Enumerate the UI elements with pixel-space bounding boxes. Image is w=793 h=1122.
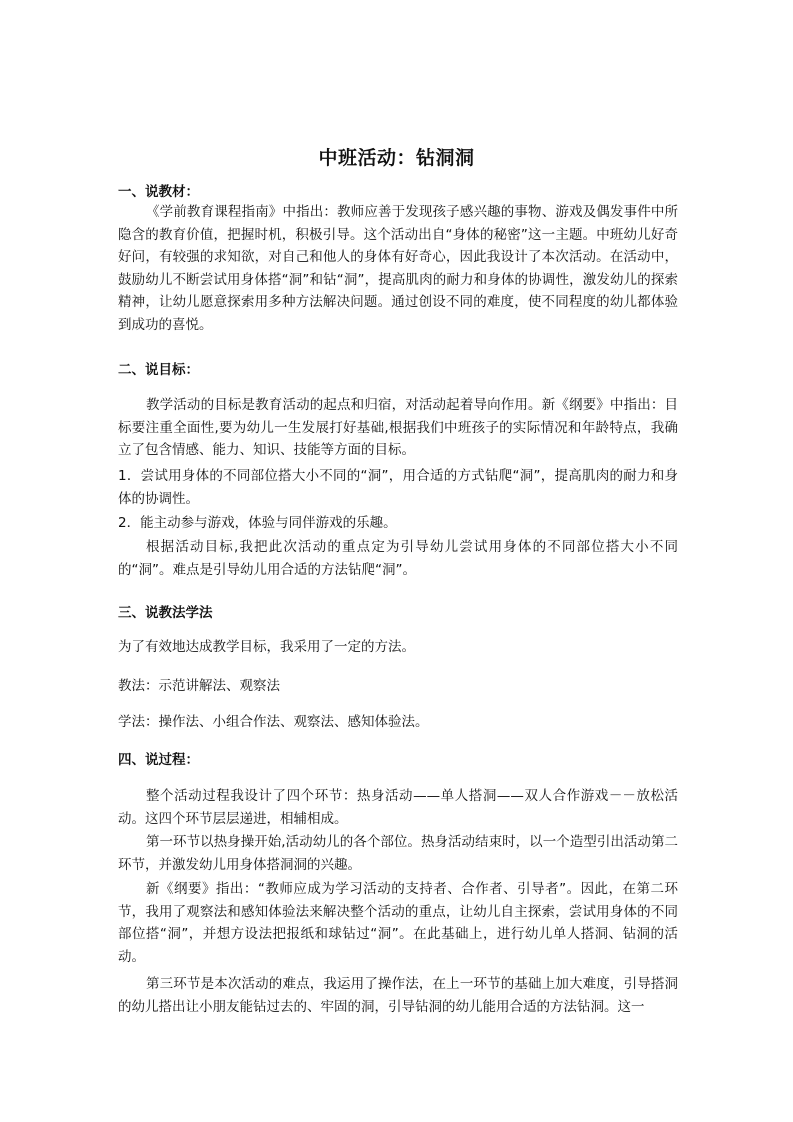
objective-item-2: 2．能主动参与游戏，体验与同伴游戏的乐趣。: [118, 515, 397, 531]
paragraph-stage-three: 第三环节是本次活动的难点，我运用了操作法，在上一环节的基础上加大难度，引导搭洞的幼儿搭出让小朋友能钻过去的、牢固的洞，引导钻洞的幼儿能用合适的方法钻洞。这一: [118, 976, 678, 1015]
objective-item-1: 1．尝试用身体的不同部位搭大小不同的“洞”，用合适的方式钻爬“洞”，提高肌肉的耐力和身体的协调性。: [118, 468, 678, 507]
paragraph-stage-one: 第一环节以热身操开始,活动幼儿的各个部位。热身活动结束时，以一个造型引出活动第二环节，并激发幼儿用身体搭洞洞的兴趣。: [118, 834, 678, 873]
document-title: 中班活动：钻洞洞: [318, 147, 475, 169]
section-heading-teaching-material: 一、说教材：: [118, 184, 199, 200]
paragraph-stage-two: 新《纲要》指出：“教师应成为学习活动的支持者、合作者、引导者”。因此，在第二环节，我用了观察法和感知体验法来解决整个活动的重点，让幼儿自主探索，尝试用身体的不同部位搭“洞”，并想方设法把报纸和球钻过“洞”。在此基础上，进行幼儿单人搭洞、钻洞的活动。: [118, 881, 678, 965]
paragraph-teaching-methods: 教法：示范讲解法、观察法: [118, 678, 280, 694]
paragraph-key-points: 根据活动目标,我把此次活动的重点定为引导幼儿尝试用身体的不同部位搭大小不同的“洞”。难点是引导幼儿用合适的方法钻爬“洞”。: [118, 539, 678, 578]
paragraph-process-overview: 整个活动过程我设计了四个环节：热身活动——单人搭洞——双人合作游戏－－放松活动。这四个环节层层递进，相辅相成。: [118, 788, 678, 827]
section-heading-process: 四、说过程：: [118, 752, 199, 768]
paragraph-teaching-material: 《学前教育课程指南》中指出：教师应善于发现孩子感兴趣的事物、游戏及偶发事件中所隐含的教育价值，把握时机，积极引导。这个活动出自“身体的秘密”这一主题。中班幼儿好奇好问，有较强的求知欲，对自己和他人的身体有好奇心，因此我设计了本次活动。在活动中，鼓励幼儿不断尝试用身体搭“洞”和钻“洞”，提高肌肉的耐力和身体的协调性，激发幼儿的探索精神，让幼儿愿意探索用多种方法解决问题。通过创设不同的难度，使不同程度的幼儿都体验到成功的喜悦。: [118, 204, 678, 333]
section-heading-methods: 三、说教法学法: [118, 605, 213, 621]
section-heading-objectives: 二、说目标：: [118, 362, 199, 378]
paragraph-objectives-intro: 教学活动的目标是教育活动的起点和归宿，对活动起着导向作用。新《纲要》中指出：目标要注重全面性,要为幼儿一生发展打好基础,根据我们中班孩子的实际情况和年龄特点，我确立了包含情感、能力、知识、技能等方面的目标。: [118, 397, 678, 458]
paragraph-learning-methods: 学法：操作法、小组合作法、观察法、感知体验法。: [118, 714, 429, 730]
paragraph-methods-intro: 为了有效地达成教学目标，我采用了一定的方法。: [118, 639, 415, 655]
